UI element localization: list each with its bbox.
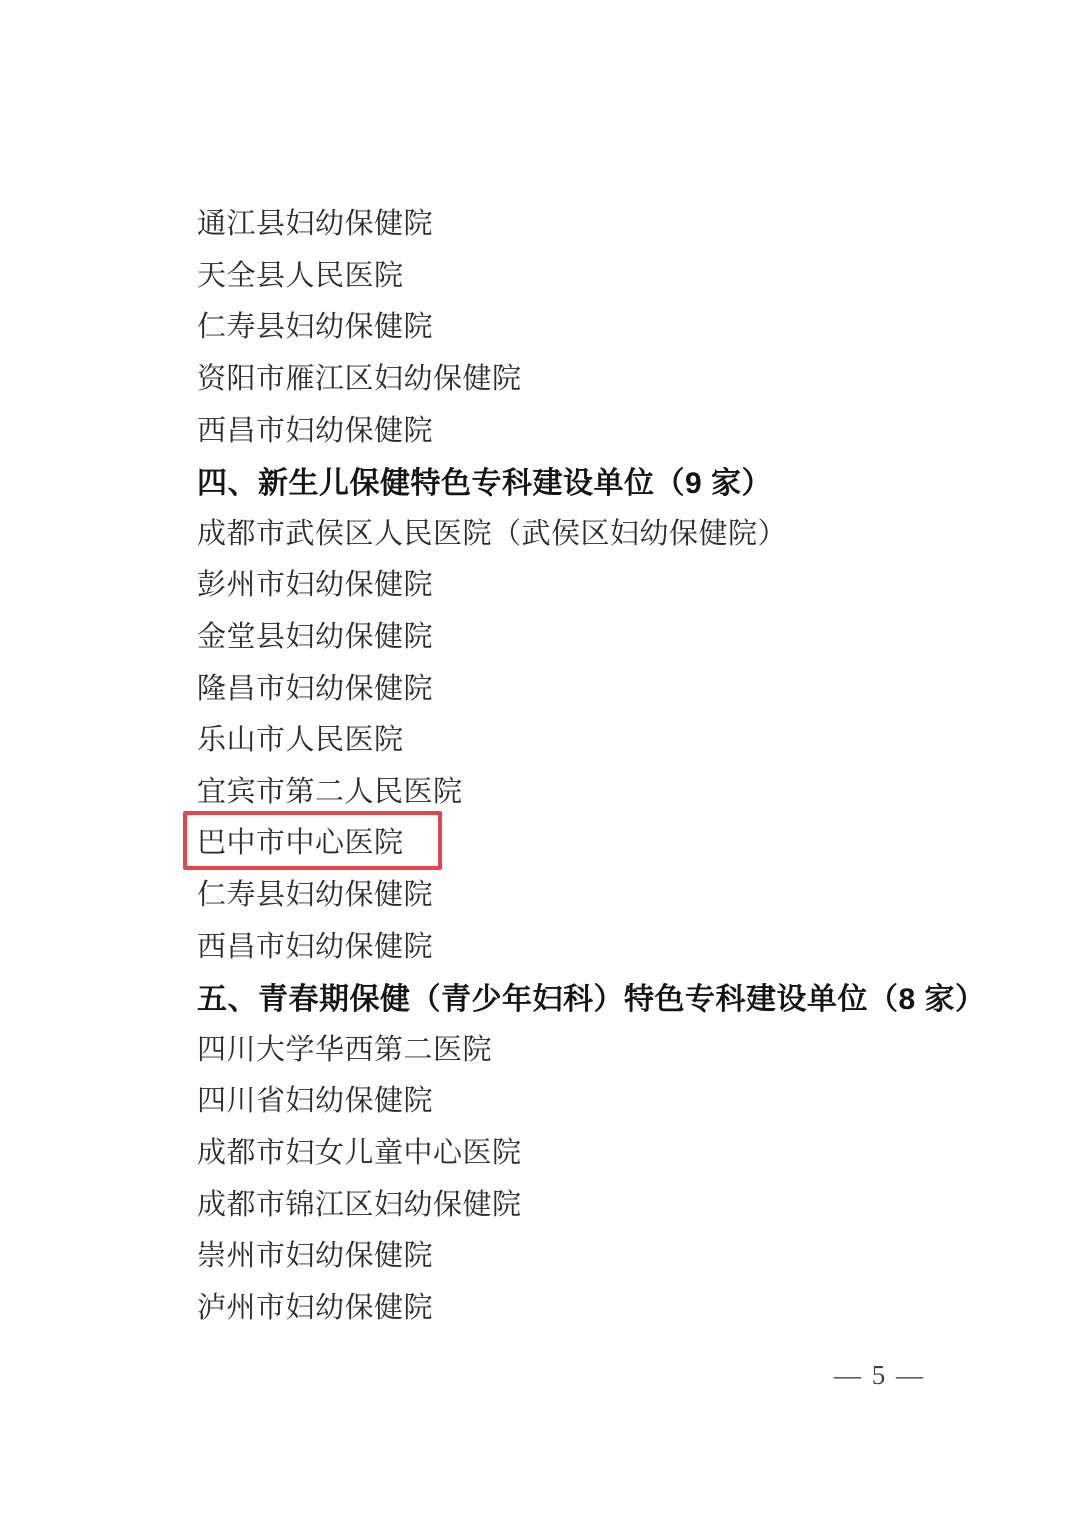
list-item: 西昌市妇幼保健院 bbox=[197, 930, 434, 963]
list-item: 西昌市妇幼保健院 bbox=[197, 414, 434, 447]
list-item: 四川省妇幼保健院 bbox=[197, 1085, 434, 1118]
list-item bbox=[197, 815, 1040, 867]
list-item: 崇州市妇幼保健院 bbox=[197, 1240, 434, 1273]
list-item: 成都市妇女儿童中心医院 bbox=[197, 1136, 522, 1169]
list-item: 彭州市妇幼保健院 bbox=[197, 569, 434, 602]
highlighted-item-box: 巴中市中心医院 bbox=[183, 811, 442, 870]
page-number: — 5 — bbox=[834, 1360, 925, 1390]
list-item: 资阳市雁江区妇幼保健院 bbox=[197, 363, 522, 396]
document-lines bbox=[197, 196, 1040, 1331]
list-item: 仁寿县妇幼保健院 bbox=[197, 311, 434, 344]
section-heading: 四、新生儿保健特色专科建设单位（9 家） bbox=[197, 466, 773, 500]
list-item: 通江县妇幼保健院 bbox=[197, 208, 434, 241]
list-item: 乐山市人民医院 bbox=[197, 724, 404, 757]
list-item: 泸州市妇幼保健院 bbox=[197, 1291, 434, 1324]
list-item: 隆昌市妇幼保健院 bbox=[197, 672, 434, 705]
list-item: 成都市锦江区妇幼保健院 bbox=[197, 1188, 522, 1221]
section-heading: 五、青春期保健（青少年妇科）特色专科建设单位（8 家） bbox=[197, 982, 986, 1016]
list-item: 四川大学华西第二医院 bbox=[197, 1033, 493, 1066]
list-item: 金堂县妇幼保健院 bbox=[197, 621, 434, 654]
list-item: 宜宾市第二人民医院 bbox=[197, 775, 463, 808]
list-item: 仁寿县妇幼保健院 bbox=[197, 879, 434, 912]
list-item: 成都市武侯区人民医院（武侯区妇幼保健院） bbox=[197, 517, 788, 550]
list-item: 天全县人民医院 bbox=[197, 259, 404, 292]
